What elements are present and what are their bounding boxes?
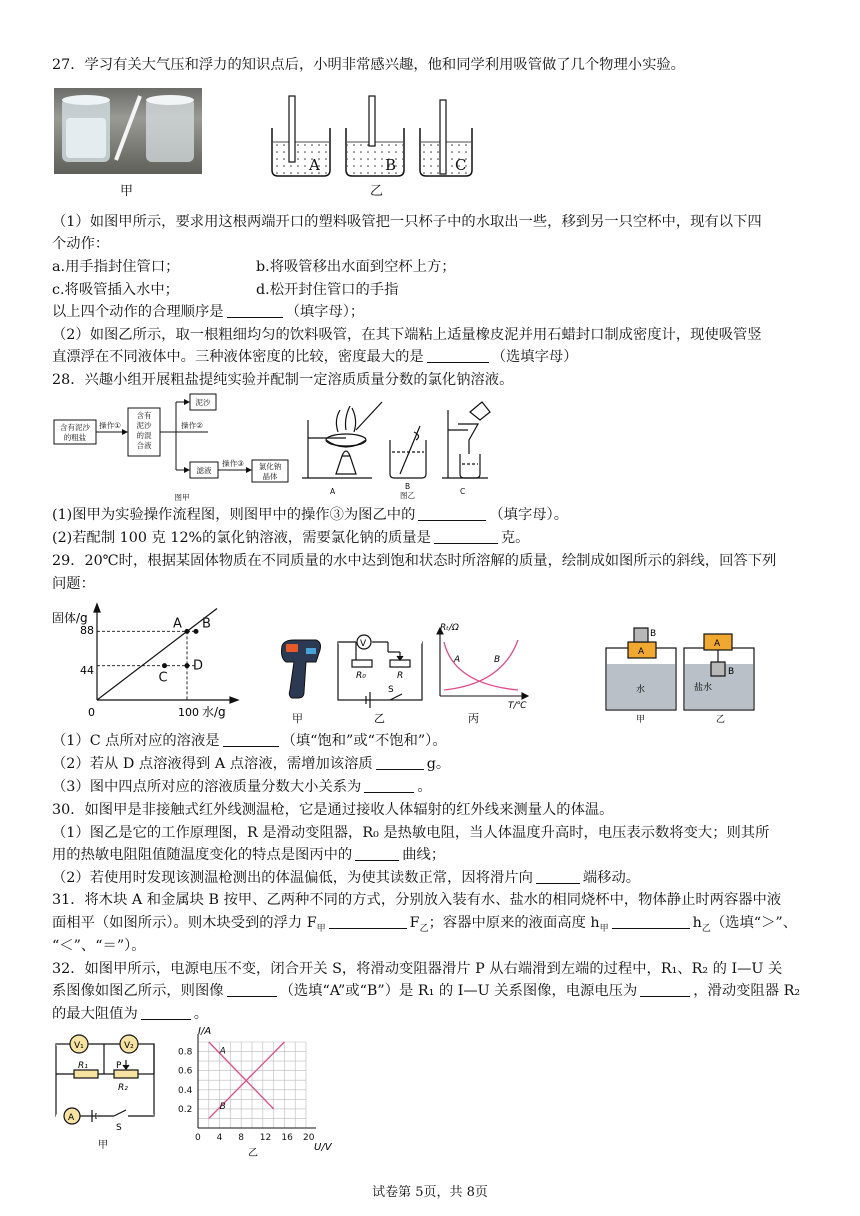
iu-y-tick-0.8: 0.8 (178, 1047, 193, 1058)
flow-box2-l2: 泥沙 (136, 421, 152, 430)
flowchart-caption: 图甲 (174, 493, 190, 502)
q30-stem: 30．如图甲是非接触式红外线测温枪，它是通过接收人体辐射的红外线来测量人的体温。 (52, 802, 614, 818)
salt-flowchart (52, 392, 294, 504)
thermistor-graph (432, 622, 532, 726)
answer-blank-29-1[interactable] (223, 732, 279, 747)
tube-label-a: A (309, 156, 320, 174)
saltwater-label: 盐水 (694, 683, 713, 693)
q32-line3-post: 。 (193, 1006, 209, 1022)
q28-p1-post: （填字母）。 (489, 507, 569, 523)
thermometer-circuit-figure (330, 630, 430, 725)
q30-p1-line1: （1）图乙是它的工作原理图，R 是滑动变阻器，R₀ 是热敏电阻，当人体温度升高时，电压表示数将变大；则其所 (52, 825, 770, 841)
flow-box2-l1: 含有 (136, 411, 152, 420)
q32-line2-post: ，滑动变阻器 R₂ (693, 983, 801, 999)
cups-photo (54, 88, 202, 174)
q31-line2-pre: 面相平（如图所示）。则木块受到的浮力 F (52, 915, 317, 931)
flow-box3: 泥沙 (195, 398, 211, 407)
q30-p2-pre: （2）若使用时发现该测温枪测出的体温偏低，为使其读数正常，因将滑片向 (52, 870, 533, 886)
ammeter-label: A (68, 1113, 75, 1123)
q27-fig-a-caption: 甲 (120, 184, 134, 199)
solubility-line (97, 608, 217, 700)
q31-line2-mid: ；容器中原来的液面高度 h (428, 915, 600, 931)
tube-label-b: B (385, 156, 397, 174)
circuit-s-label: S (388, 685, 394, 695)
circuit-v-label: V (360, 639, 367, 649)
solubility-point-b (194, 629, 199, 634)
q32-line3 (52, 1004, 208, 1024)
answer-blank-29-2[interactable] (376, 755, 424, 770)
q30-fig-c-caption: 丙 (468, 712, 479, 725)
answer-blank-27-2[interactable] (427, 348, 489, 363)
q30-fig-a-caption: 甲 (292, 712, 303, 725)
q27-order-line (52, 302, 364, 322)
q27-p1-line2: 个动作： (52, 236, 110, 252)
flow-box5-l1: 氯化钠 (258, 462, 282, 471)
density-tube-figure (268, 94, 478, 180)
q28-p2 (52, 528, 529, 548)
apparatus-label-c: C (460, 487, 466, 496)
iu-y-tick-0.6: 0.6 (178, 1066, 193, 1077)
q29-p2-post: g。 (426, 756, 451, 772)
q32-line3-pre: 的最大阻值为 (52, 1006, 138, 1022)
answer-blank-31-1[interactable] (329, 914, 407, 929)
solubility-xlabel: 水/g (202, 705, 226, 719)
block-a-label-2: A (714, 639, 721, 649)
iu-x-tick-0: 0 (195, 1133, 201, 1143)
q31-f-symbol: F (409, 915, 420, 931)
q28-p2-post: 克。 (500, 530, 530, 546)
q27-order-post: （填字母）； (285, 304, 365, 320)
iu-x-tick-12: 12 (259, 1133, 272, 1143)
resistor-r1-label: R₁ (78, 1061, 88, 1071)
answer-blank-28-2[interactable] (434, 529, 498, 544)
q31-line2 (52, 913, 797, 939)
solubility-point-label-a: A (173, 616, 182, 632)
flow-box4: 滤液 (196, 466, 212, 475)
q28-stem: 28．兴趣小组开展粗盐提纯实验并配制一定溶质质量分数的氯化钠溶液。 (52, 372, 514, 388)
q27-p2-post: （选填字母） (491, 349, 578, 365)
answer-blank-32-2[interactable] (640, 982, 690, 997)
answer-blank-27-1[interactable] (227, 303, 283, 318)
apparatus-label-a: A (330, 487, 336, 496)
q32-line2-pre: 系图像如图乙所示，则图像 (52, 983, 224, 999)
flow-box1-l2: 的粗盐 (63, 433, 87, 442)
action-d: d.松开封住管口的手指 (256, 282, 399, 298)
solubility-x-tick-0: 0 (88, 706, 95, 719)
q29-p3-post: 。 (417, 779, 432, 795)
q32-line2-mid: （选填“A”或“B”）是 R₁ 的 I—U 关系图像，电源电压为 (279, 983, 638, 999)
q32-fig-a-caption: 甲 (98, 1140, 108, 1150)
q31-sub-jia-1: 甲 (316, 923, 326, 934)
q27-p1-line1: （1）如图甲所示，要求用这根两端开口的塑料吸管把一只杯子中的水取出一些，移到另一只空杯中，现有以下四 (52, 214, 762, 230)
tube-label-c: C (455, 156, 467, 174)
curve-b-label: B (494, 655, 501, 665)
flow-box2-l4: 合液 (136, 441, 152, 450)
beaker-a (272, 96, 330, 176)
q30-p1-pre: 用的热敏电阻阻值随温度变化的特点是图丙中的 (52, 847, 353, 863)
q27-stem: 27．学习有关大气压和浮力的知识点后，小明非常感兴趣，他和同学利用吸管做了几个物理小实验。 (52, 57, 685, 73)
q32-line1: 32．如图甲所示，电源电压不变，闭合开关 S，将滑动变阻器滑片 P 从右端滑到左端的过程中，R₁、R₂ 的 I—U 关 (52, 961, 783, 977)
q30-p2 (52, 868, 640, 888)
thermistor-xlabel: T/℃ (508, 701, 527, 711)
q31-line1: 31．将木块 A 和金属块 B 按甲、乙两种不同的方式，分别放入装有水、盐水的相同烧杯中，物体静止时两容器中液 (52, 892, 782, 908)
q28-p1-pre: (1)图甲为实验操作流程图，则图甲中的操作③为图乙中的 (52, 507, 416, 523)
flow-op2: 操作② (181, 421, 203, 430)
q31-fig-caption-1: 甲 (636, 715, 646, 724)
q30-p1-post: 曲线； (402, 847, 446, 863)
slider-p-label: P (116, 1061, 122, 1071)
iu-xlabel: U/V (314, 1142, 332, 1153)
solubility-point-c (162, 663, 167, 668)
solubility-point-label-d: D (193, 658, 204, 674)
q30-fig-b-caption: 乙 (374, 712, 385, 725)
q29-p3-pre: （3）图中四点所对应的溶液质量分数大小关系为 (52, 779, 362, 795)
solubility-y-tick-44: 44 (80, 664, 94, 677)
block-b-label-2: B (728, 667, 735, 677)
curve-a-label: A (454, 655, 461, 665)
thermistor-ylabel: Rₜ/Ω (440, 623, 459, 633)
iu-ylabel: I/A (198, 1026, 212, 1037)
q31-line2-post: （选填“＞”、 (710, 915, 797, 931)
answer-blank-30-1[interactable] (355, 846, 399, 861)
buoyancy-figure (604, 624, 764, 724)
q31-line3: “＜”、“＝”）。 (52, 938, 146, 954)
iu-x-tick-20: 20 (303, 1133, 315, 1143)
action-a: a.用手指封住管口； (52, 259, 180, 275)
q27-fig-b-caption: 乙 (370, 184, 384, 199)
solubility-point-d (185, 663, 190, 668)
answer-blank-32-3[interactable] (141, 1005, 191, 1020)
answer-blank-29-3[interactable] (364, 778, 414, 793)
q29-p1-post: （填“饱和”或“不饱和”）。 (281, 733, 447, 749)
apparatus-caption: 图乙 (400, 491, 415, 500)
iu-x-tick-16: 16 (281, 1133, 293, 1143)
lab-apparatus-figure (292, 390, 492, 502)
q28-p2-pre: (2)若配制 100 克 12%的氯化钠溶液，需要氯化钠的质量是 (52, 530, 431, 546)
solubility-point-label-b: B (202, 616, 211, 632)
q28-p1 (52, 505, 568, 525)
block-b-label-1: B (650, 629, 657, 639)
q32-line2 (52, 981, 800, 1001)
solubility-x-tick-100: 100 (178, 706, 199, 719)
q29-stem-line1: 29．20℃时，根据某固体物质在不同质量的水中达到饱和状态时所溶解的质量，绘制成如图所示的斜线，回答下列 (52, 553, 777, 569)
iu-x-tick-8: 8 (238, 1133, 244, 1143)
page-footer: 试卷第 5页，共 8页 (372, 1185, 488, 1200)
apparatus-label-b: B (405, 482, 411, 491)
iu-y-tick-0.4: 0.4 (178, 1085, 193, 1096)
answer-blank-30-2[interactable] (536, 869, 580, 884)
q27-order-pre: 以上四个动作的合理顺序是 (52, 304, 224, 320)
meter-v2-label: V₂ (124, 1041, 134, 1051)
q31-h-symbol: h (692, 915, 702, 931)
q29-p2 (52, 754, 450, 774)
switch-s-label: S (116, 1123, 122, 1133)
solubility-ylabel: 固体/g (52, 611, 88, 625)
iu-y-tick-0.2: 0.2 (178, 1104, 193, 1115)
action-c: c.将吸管插入水中； (52, 282, 179, 298)
flow-box1-l1: 含有泥沙 (60, 423, 90, 432)
circuit-r-label: R (397, 671, 404, 681)
q32-circuit-figure (52, 1030, 164, 1150)
q31-sub-jia-2: 甲 (599, 923, 609, 934)
flow-box5-l2: 晶体 (262, 472, 278, 481)
q29-p1 (52, 731, 447, 751)
solubility-chart (50, 600, 240, 725)
solubility-y-tick-88: 88 (80, 624, 94, 637)
flow-op1: 操作① (99, 421, 121, 430)
q31-sub-yi-2: 乙 (701, 923, 711, 934)
q31-fig-caption-2: 乙 (716, 715, 726, 724)
answer-blank-31-2[interactable] (612, 914, 690, 929)
q27-p2-line2 (52, 347, 578, 367)
block-a-label-1: A (638, 647, 645, 657)
action-b: b.将吸管移出水面到空杯上方； (256, 259, 456, 275)
thermometer-gun-figure (276, 636, 326, 726)
q29-p2-pre: （2）若从 D 点溶液得到 A 点溶液，需增加该溶质 (52, 756, 373, 772)
q29-p1-pre: （1）C 点所对应的溶液是 (52, 733, 220, 749)
resistor-r2-label: R₂ (118, 1083, 128, 1093)
q30-p2-post: 端移动。 (582, 870, 641, 886)
curve-a (444, 642, 518, 690)
iu-line-label-b: B (219, 1101, 226, 1112)
iu-line-label-a: A (219, 1046, 226, 1057)
meter-v1-label: V₁ (74, 1041, 84, 1051)
iu-chart (174, 1024, 340, 1158)
flow-op3: 操作③ (222, 459, 244, 468)
q29-stem-line2: 问题： (52, 576, 95, 592)
q27-p2-line1: （2）如图乙所示，取一根粗细均匀的饮料吸管，在其下端粘上适量橡皮泥并用石蜡封口制成密度计，现使吸管竖 (52, 327, 762, 343)
q30-p1-line2 (52, 845, 445, 865)
answer-blank-28-1[interactable] (418, 506, 486, 521)
solubility-point-label-c: C (158, 670, 168, 686)
iu-x-tick-4: 4 (216, 1133, 223, 1143)
solubility-point-a (185, 629, 190, 634)
iu-caption: 乙 (248, 1148, 258, 1158)
q31-sub-yi-1: 乙 (419, 923, 429, 934)
q27-p2-pre: 直漂浮在不同液体中。三种液体密度的比较，密度最大的是 (52, 349, 424, 365)
flow-box2-l3: 的混 (136, 431, 152, 440)
answer-blank-32-1[interactable] (227, 982, 277, 997)
water-label: 水 (636, 685, 646, 695)
q29-p3 (52, 777, 432, 797)
circuit-r0-label: R₀ (356, 671, 366, 681)
